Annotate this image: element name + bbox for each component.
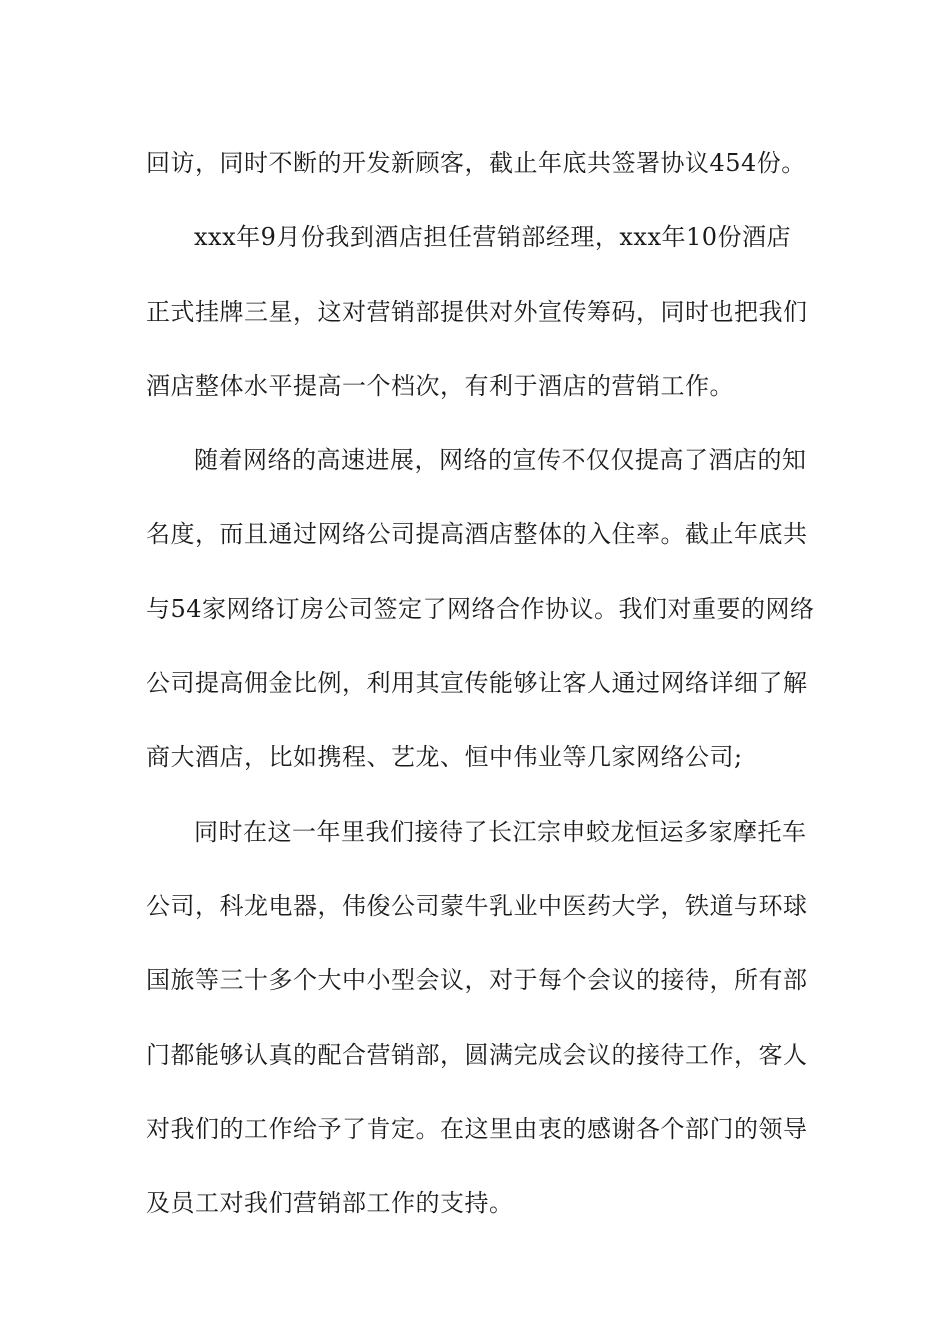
text-line: 公司提高佣金比例，利用其宣传能够让客人通过网络详细了解 bbox=[146, 669, 808, 698]
text-line: 正式挂牌三星，这对营销部提供对外宣传筹码，同时也把我们 bbox=[146, 297, 808, 326]
text-line: 酒店整体水平提高一个档次，有利于酒店的营销工作。 bbox=[146, 371, 734, 400]
text-line: 国旅等三十多个大中小型会议，对于每个会议的接待，所有部 bbox=[146, 966, 808, 995]
text-line: 回访，同时不断的开发新顾客，截止年底共签署协议454份。 bbox=[146, 149, 806, 177]
text-line: 同时在这一年里我们接待了长江宗申蛟龙恒运多家摩托车 bbox=[194, 817, 807, 846]
text-line: 随着网络的高速进展，网络的宣传不仅仅提高了酒店的知 bbox=[194, 446, 807, 475]
text-line: 与54家网络订房公司签定了网络合作协议。我们对重要的网络 bbox=[146, 594, 815, 623]
text-line: 门都能够认真的配合营销部，圆满完成会议的接待工作，客人 bbox=[146, 1040, 808, 1069]
text-line: xxx年9月份我到酒店担任营销部经理，xxx年10份酒店 bbox=[194, 223, 792, 252]
document-body bbox=[146, 126, 815, 1240]
text-line: 及员工对我们营销部工作的支持。 bbox=[146, 1189, 514, 1218]
text-line: 名度，而且通过网络公司提高酒店整体的入住率。截止年底共 bbox=[146, 520, 808, 549]
text-line: 公司，科龙电器，伟俊公司蒙牛乳业中医药大学，铁道与环球 bbox=[146, 891, 808, 920]
text-line: 对我们的工作给予了肯定。在这里由衷的感谢各个部门的领导 bbox=[146, 1114, 808, 1143]
text-line: 商大酒店，比如携程、艺龙、恒中伟业等几家网络公司; bbox=[146, 743, 743, 772]
